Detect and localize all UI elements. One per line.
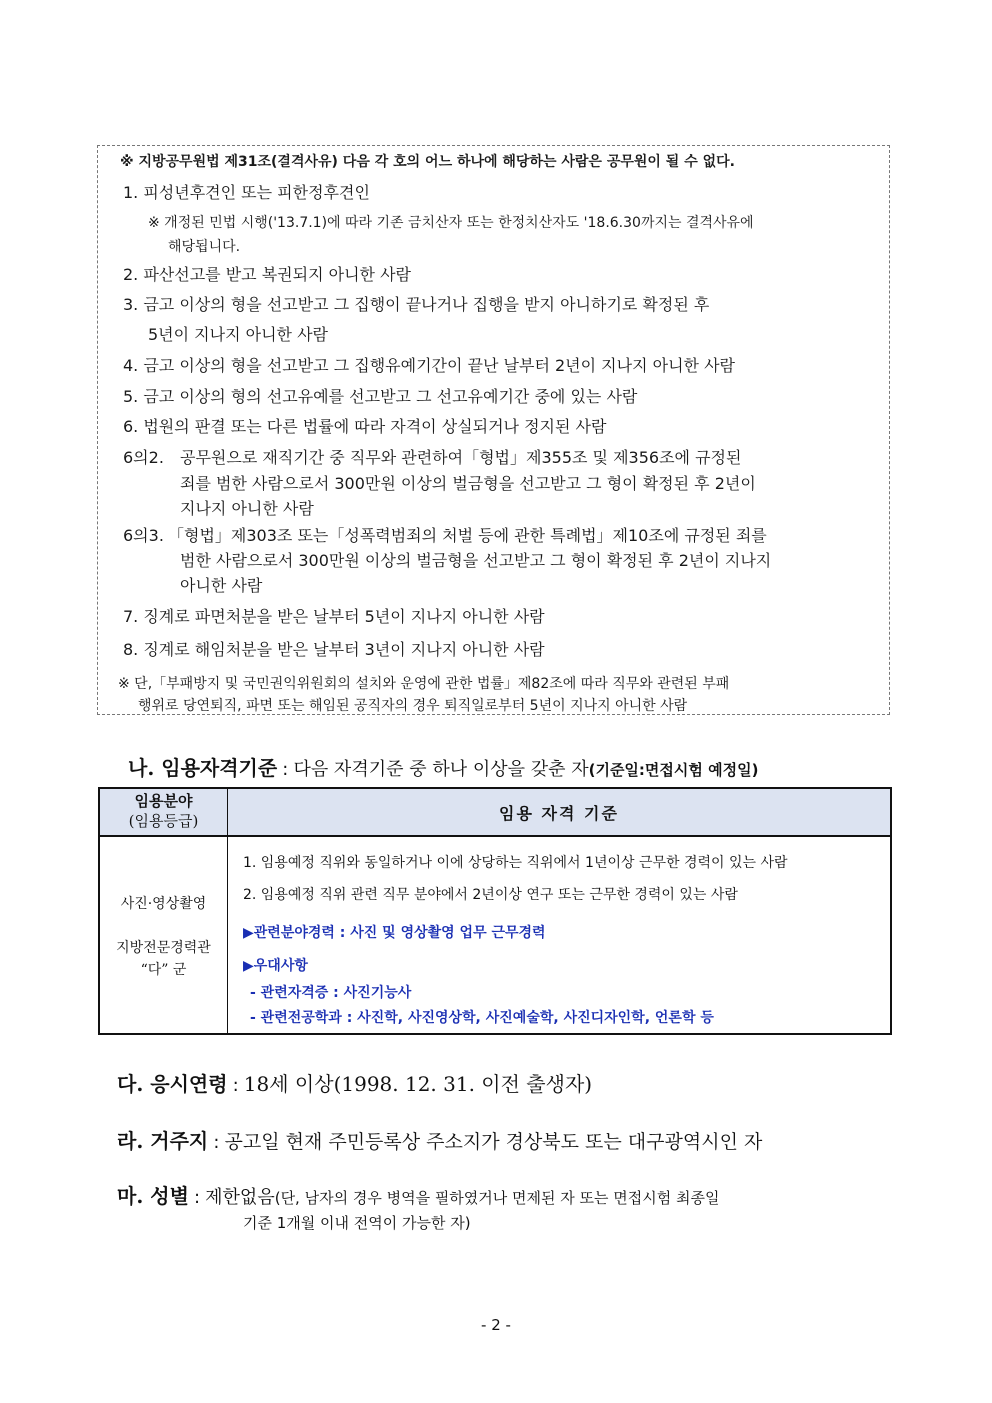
section-da-colon: : xyxy=(232,1075,239,1096)
header-field-cell xyxy=(100,791,227,831)
section-na-body: 다음 자격기준 중 하나 이상을 갖춘 자 xyxy=(293,759,589,780)
notice-item-7: 7. 징계로 파면처분을 받은 날부터 5년이 지나지 아니한 사람 xyxy=(123,607,545,626)
notice-item-4: 4. 금고 이상의 형을 선고받고 그 집행유예기간이 끝난 날부터 2년이 지나지 아니한 사람 xyxy=(123,356,735,375)
notice-item-3: 3. 금고 이상의 형을 선고받고 그 집행이 끝나거나 집행을 받지 아니하기로 확정된 후 xyxy=(123,295,710,314)
header-field-label: 임용분야 xyxy=(134,792,193,810)
section-ma-paren-cont: 기준 1개월 이내 전역이 가능한 자) xyxy=(243,1214,471,1232)
notice-item-6-3-label: 6의3. xyxy=(123,526,164,545)
notice-item-1-note-cont: 해당됩니다. xyxy=(168,239,241,255)
table-header-row xyxy=(100,789,890,837)
section-na-colon: : xyxy=(282,759,289,780)
header-grade-label: (임용등급) xyxy=(128,812,199,830)
notice-item-6-2: 공무원으로 재직기간 중 직무와 관련하여「형법」제355조 및 제356조에 규정된 xyxy=(180,448,742,467)
notice-item-6-3: 「형법」제303조 또는「성폭력범죄의 처벌 등에 관한 특례법」제10조에 규정된 죄를 xyxy=(168,526,767,545)
notice-item-1: 1. 피성년후견인 또는 피한정후견인 xyxy=(123,183,370,202)
notice-item-6-2-label: 6의2. xyxy=(123,448,164,467)
notice-header: ※ 지방공무원법 제31조(결격사유) 다음 각 호의 어느 하나에 해당하는 사람은 공무원이 될 수 없다. xyxy=(120,154,735,170)
notice-item-6-3-cont1: 범한 사람으로서 300만원 이상의 벌금형을 선고받고 그 형이 확정된 후 2년이 지나지 xyxy=(180,551,772,570)
notice-item-6-2-cont2: 지나지 아니한 사람 xyxy=(180,499,314,518)
column-divider xyxy=(227,789,228,1033)
section-ra-body: 공고일 현재 주민등록상 주소지가 경상북도 또는 대구광역시인 자 xyxy=(224,1131,763,1153)
header-criteria-label: 임용 자격 기준 xyxy=(499,804,619,823)
section-ma-heading xyxy=(117,1180,719,1209)
section-ra-title: 라. 거주지 xyxy=(117,1129,209,1153)
notice-item-6-3-cont2: 아니한 사람 xyxy=(180,576,263,595)
grade-group: “다” 군 xyxy=(140,962,187,978)
preference-certificate: - 관련자격증 : 사진기능사 xyxy=(250,985,412,1001)
notice-item-5: 5. 금고 이상의 형의 선고유예를 선고받고 그 선고유예기간 중에 있는 사람 xyxy=(123,387,638,406)
section-da-heading xyxy=(117,1068,592,1097)
notice-item-2: 2. 파산선고를 받고 복권되지 아니한 사람 xyxy=(123,265,411,284)
criteria-item-1: 1. 임용예정 직위와 동일하거나 이에 상당하는 직위에서 1년이상 근무한 경력이 있는 사람 xyxy=(243,855,788,871)
notice-item-6-2-cont1: 죄를 범한 사람으로서 300만원 이상의 벌금형을 선고받고 그 형이 확정된 후 2년이 xyxy=(180,474,756,493)
preference-label: ▶우대사항 xyxy=(243,958,308,974)
section-na-paren: (기준일:면접시험 예정일) xyxy=(588,761,759,779)
criteria-item-2: 2. 임용예정 직위 관련 직무 분야에서 2년이상 연구 또는 근무한 경력이 있는 사람 xyxy=(243,887,738,903)
notice-item-8: 8. 징계로 해임처분을 받은 날부터 3년이 지나지 아니한 사람 xyxy=(123,640,545,659)
notice-item-1-note: ※ 개정된 민법 시행('13.7.1)에 따라 기존 금치산자 또는 한정치산자도 '18.6.30까지는 결격사유에 xyxy=(148,215,754,231)
section-ra-heading xyxy=(117,1125,762,1154)
notice-footnote: ※ 단,「부패방지 및 국민권익위원회의 설치와 운영에 관한 법률」제82조에 따라 직무와 관련된 부패 xyxy=(118,676,730,692)
disqualification-notice-box xyxy=(97,145,890,715)
qualification-table xyxy=(98,787,892,1035)
section-ra-colon: : xyxy=(213,1132,220,1153)
section-ma-paren: (단, 남자의 경우 병역을 필하였거나 면제된 자 또는 면접시험 최종일 xyxy=(274,1189,720,1207)
section-ma-colon: : xyxy=(193,1187,201,1208)
notice-item-3-cont: 5년이 지나지 아니한 사람 xyxy=(148,325,328,344)
section-ma-body: 제한없음 xyxy=(205,1187,275,1208)
section-da-body: 18세 이상(1998. 12. 31. 이전 출생자) xyxy=(243,1072,593,1096)
section-na-heading xyxy=(128,752,758,781)
grade-name: 지방전문경력관 xyxy=(116,940,211,956)
page-number: - 2 - xyxy=(481,1316,511,1334)
related-experience: ▶관련분야경력 : 사진 및 영상촬영 업무 근무경력 xyxy=(243,925,546,941)
section-da-title: 다. 응시연령 xyxy=(117,1072,228,1096)
field-name: 사진·영상촬영 xyxy=(120,896,207,912)
preference-major: - 관련전공학과 : 사진학, 사진영상학, 사진예술학, 사진디자인학, 언론학 등 xyxy=(250,1010,714,1026)
notice-item-6: 6. 법원의 판결 또는 다른 법률에 따라 자격이 상실되거나 정지된 사람 xyxy=(123,417,607,436)
section-na-title: 나. 임용자격기준 xyxy=(128,756,278,780)
notice-footnote-cont: 행위로 당연퇴직, 파면 또는 해임된 공직자의 경우 퇴직일로부터 5년이 지나지 아니한 사람 xyxy=(138,698,688,714)
section-ma-title: 마. 성별 xyxy=(117,1184,189,1208)
